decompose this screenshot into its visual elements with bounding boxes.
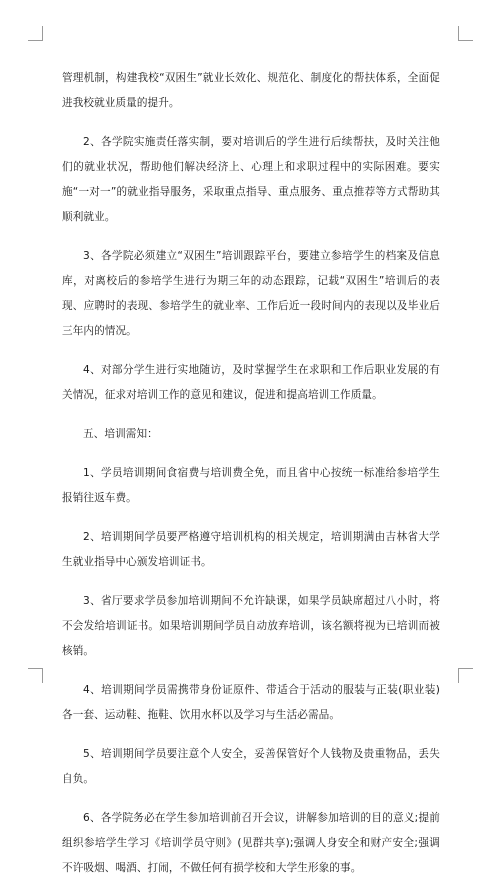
paragraph-item-3: 3、各学院必须建立“双困生”培训跟踪平台，要建立参培学生的档案及信息库，对离校后的参培学生进行为期三年的动态跟踪，记载“双困生”培训后的表现、应聘时的表现、参培学生的就业率、工作后近一段时间内的表现以及毕业后三年内的情况。	[62, 250, 440, 337]
paragraph-continuation: 管理机制，构建我校“双困生”就业长效化、规范化、制度化的帮扶体系，全面促进我校就业质量的提升。	[62, 72, 440, 109]
crop-mark-bottom-right	[458, 668, 473, 683]
notes-item-2: 2、培训期间学员要严格遵守培训机构的相关规定，培训期满由吉林省大学生就业指导中心颁发培训证书。	[62, 531, 440, 568]
notes-item-1: 1、学员培训期间食宿费与培训费全免，而且省中心按统一标准给参培学生报销往返车费。	[62, 467, 440, 504]
crop-mark-top-right	[458, 26, 473, 41]
notes-item-5: 5、培训期间学员要注意个人安全，妥善保管好个人钱物及贵重物品，丢失自负。	[62, 748, 440, 785]
notes-item-3: 3、省厅要求学员参加培训期间不允许缺课，如果学员缺席超过八小时，将不会发给培训证书。如果培训期间学员自动放弃培训，该名额将视为已培训而被核销。	[62, 595, 440, 657]
section-heading-training-notes: 五、培训需知：	[83, 428, 158, 440]
crop-mark-top-left	[28, 26, 43, 41]
notes-item-4: 4、培训期间学员需携带身份证原件、带适合于活动的服装与正装(职业装)各一套、运动鞋、拖鞋、饮用水杯以及学习与生活必需品。	[62, 684, 440, 721]
notes-item-6: 6、各学院务必在学生参加培训前召开会议，讲解参加培训的目的意义;提前组织参培学生学习《培训学员守则》(见群共享);强调人身安全和财产安全;强调不许吸烟、喝酒、打闹，不做任何有损学校和大学生形象的事。	[62, 812, 440, 874]
document-body	[62, 66, 440, 895]
crop-mark-bottom-left	[28, 668, 43, 683]
paragraph-item-4: 4、对部分学生进行实地随访，及时掌握学生在求职和工作后职业发展的有关情况，征求对培训工作的意见和建议，促进和提高培训工作质量。	[62, 364, 440, 401]
paragraph-item-2: 2、各学院实施责任落实制，要对培训后的学生进行后续帮扶，及时关注他们的就业状况，帮助他们解决经济上、心理上和求职过程中的实际困难。要实施“一对一”的就业指导服务，采取重点指导、重点服务、重点推荐等方式帮助其顺利就业。	[62, 136, 440, 223]
